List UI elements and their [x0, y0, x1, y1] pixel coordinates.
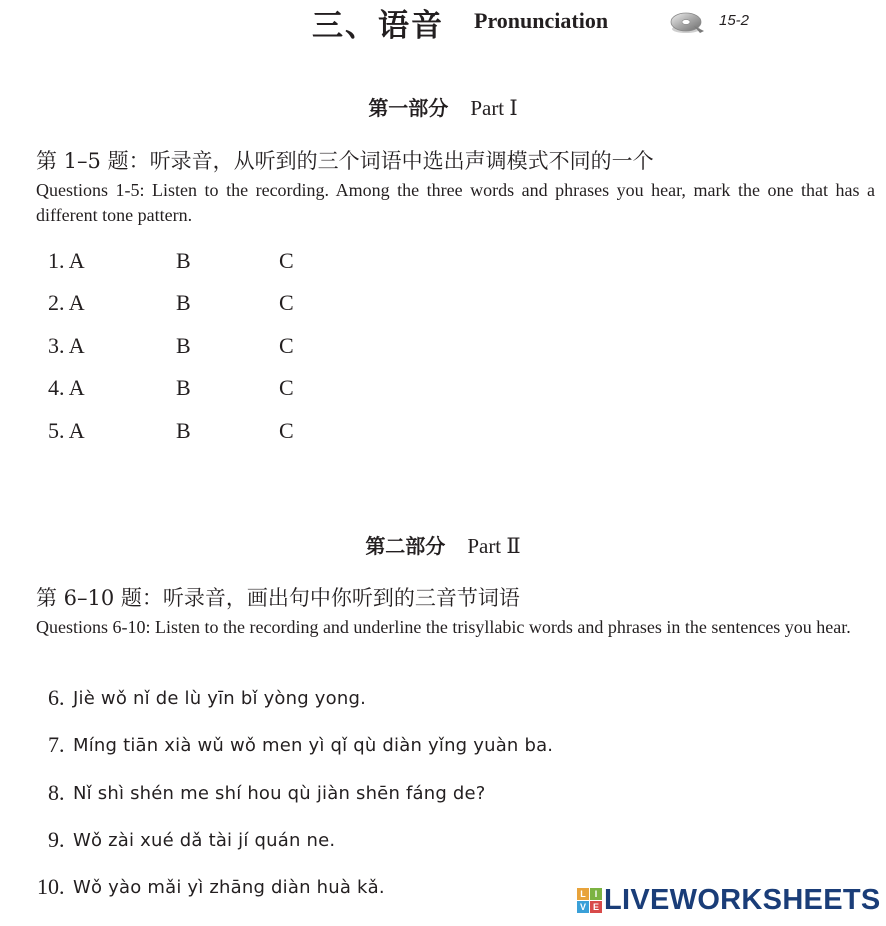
part2-heading-en: Part Ⅱ	[467, 534, 521, 558]
part1-instruction-zh: 第 1–5 题：听录音，从听到的三个词语中选出声调模式不同的一个	[36, 149, 654, 173]
sentence-item	[0, 732, 600, 762]
logo-letter: I	[590, 888, 602, 900]
part2-heading	[0, 530, 886, 559]
sentence-text[interactable]: Jiè wǒ nǐ de lù yīn bǐ yòng yong.	[73, 688, 367, 709]
sentence-number: 7.	[48, 732, 65, 757]
part2-heading-zh: 第二部分	[365, 534, 446, 558]
sentence-text[interactable]: Nǐ shì shén me shí hou qù jiàn shēn fáng de?	[73, 783, 486, 804]
section-title-en: Pronunciation	[474, 8, 609, 33]
sentence-text[interactable]: Míng tiān xià wǔ wǒ men yì qǐ qù diàn yǐng yuàn ba.	[73, 735, 554, 756]
option-a[interactable]: 2. A	[48, 290, 85, 315]
sentence-text[interactable]: Wǒ yào mǎi yì zhāng diàn huà kǎ.	[73, 877, 385, 898]
part1-heading-en: Part Ⅰ	[470, 96, 518, 120]
watermark-text: LIVEWORKSHEETS	[604, 884, 881, 916]
option-c[interactable]: C	[279, 375, 294, 400]
option-c[interactable]: C	[279, 333, 294, 358]
option-b[interactable]: B	[176, 290, 191, 315]
sentence-number: 6.	[48, 685, 65, 710]
sentence-number: 10.	[37, 874, 65, 899]
option-c[interactable]: C	[279, 290, 294, 315]
option-c[interactable]: C	[279, 248, 294, 273]
sentence-number: 9.	[48, 827, 65, 852]
sentence-text[interactable]: Wǒ zài xué dǎ tài jí quán ne.	[73, 830, 336, 851]
option-b[interactable]: B	[176, 333, 191, 358]
option-b[interactable]: B	[176, 248, 191, 273]
sentence-number: 8.	[48, 780, 65, 805]
logo-letter: L	[577, 888, 589, 900]
track-number: 15-2	[719, 12, 750, 29]
part1-heading	[0, 92, 886, 121]
option-b[interactable]: B	[176, 375, 191, 400]
option-b[interactable]: B	[176, 418, 191, 443]
option-a[interactable]: 4. A	[48, 375, 85, 400]
sentence-item	[0, 827, 600, 857]
section-title-zh: 三、语音	[312, 8, 444, 44]
part2-instruction-zh: 第 6–10 题：听录音，画出句中你听到的三音节词语	[36, 586, 520, 610]
part1-instruction-en: Questions 1-5: Listen to the recording. Among the three words and phrases you hear, mark the one that has a different tone pattern.	[36, 180, 875, 225]
option-a[interactable]: 3. A	[48, 333, 85, 358]
option-a[interactable]: 5. A	[48, 418, 85, 443]
option-c[interactable]: C	[279, 418, 294, 443]
logo-letter: V	[577, 901, 589, 913]
sentence-item	[0, 874, 560, 904]
option-a[interactable]: 1. A	[48, 248, 85, 273]
section-title	[0, 0, 886, 44]
part1-heading-zh: 第一部分	[368, 96, 449, 120]
part2-instruction-en: Questions 6-10: Listen to the recording and underline the trisyllabic words and phrases in the sentences you hear.	[36, 617, 851, 637]
liveworksheets-logo-icon	[577, 888, 603, 914]
sentence-item	[0, 685, 600, 715]
sentence-item	[0, 780, 600, 810]
logo-letter: E	[590, 901, 602, 913]
cd-icon[interactable]	[670, 9, 708, 35]
